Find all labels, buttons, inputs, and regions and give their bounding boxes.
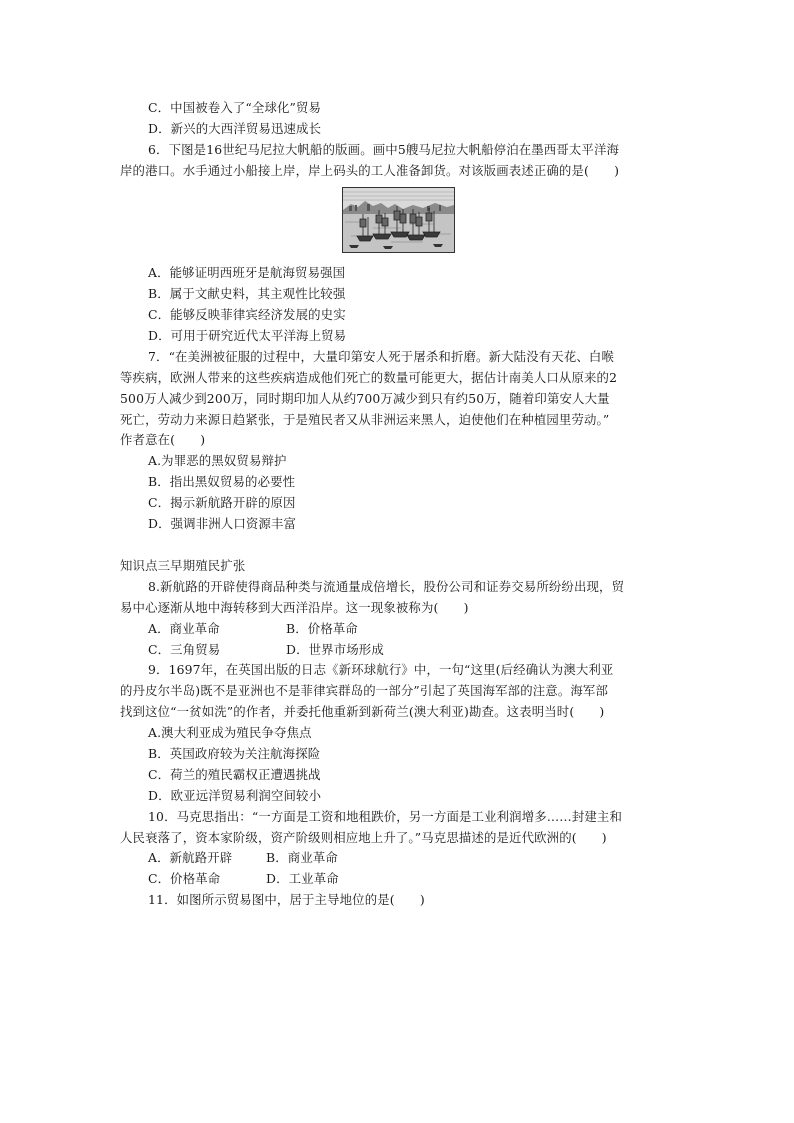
q8-option-a: A．商业革命 — [148, 621, 220, 636]
q6-option-b: B．属于文献史料，其主观性比较强 — [148, 286, 346, 301]
q10-option-b: B．商业革命 — [266, 850, 338, 865]
q7-option-a: A.为罪恶的黑奴贸易辩护 — [148, 453, 287, 468]
q9-option-c: C．荷兰的殖民霸权正遭遇挑战 — [148, 767, 321, 782]
q7-option-b: B．指出黑奴贸易的必要性 — [148, 474, 296, 489]
q8-option-d: D．世界市场形成 — [286, 642, 384, 657]
q8-option-c: C．三角贸易 — [148, 642, 221, 657]
q10-option-d: D．工业革命 — [266, 871, 339, 886]
q9-option-b: B．英国政府较为关注航海探险 — [148, 746, 321, 761]
q7-stem-line-1: 7．“在美洲被征服的过程中，大量印第安人死于屠杀和折磨。新大陆没有天花、白喉 — [148, 349, 614, 364]
q6-stem-line-1: 6．下图是16世纪马尼拉大帆船的版画。画中5艘马尼拉大帆船停泊在墨西哥太平洋海 — [148, 142, 620, 157]
q10-stem-line-2: 人民衰落了，资本家阶级，资产阶级则相应地上升了。”马克思描述的是近代欧洲的( ) — [120, 830, 607, 845]
q5-option-d: D．新兴的大西洋贸易迅速成长 — [148, 121, 322, 136]
section-heading: 知识点三早期殖民扩张 — [120, 558, 246, 573]
q6-stem-line-2: 岸的港口。水手通过小船接上岸，岸上码头的工人准备卸货。对该版画表述正确的是( ) — [120, 163, 620, 178]
q6-option-a: A．能够证明西班牙是航海贸易强国 — [148, 265, 346, 280]
q6-option-c: C．能够反映菲律宾经济发展的史实 — [148, 307, 346, 322]
q7-option-d: D．强调非洲人口资源丰富 — [148, 516, 297, 531]
q7-stem-line-2: 等疾病，欧洲人带来的这些疾病造成他们死亡的数量可能更大，据估计南美人口从原来的2 — [120, 370, 618, 385]
manila-galleon-engraving — [342, 187, 455, 253]
q8-stem-line-1: 8.新航路的开辟使得商品种类与流通量成倍增长，股份公司和证券交易所纷纷出现，贸 — [148, 579, 625, 594]
q8-option-b: B．价格革命 — [286, 621, 358, 636]
q11-stem-line-1: 11．如图所示贸易图中，居于主导地位的是( ) — [148, 892, 425, 907]
q10-option-c: C．价格革命 — [148, 871, 221, 886]
q9-stem-line-2: 的丹皮尔半岛)既不是亚洲也不是菲律宾群岛的一部分”引起了英国海军部的注意。海军部 — [120, 683, 609, 698]
q8-stem-line-2: 易中心逐渐从地中海转移到大西洋沿岸。这一现象被称为( ) — [120, 600, 469, 615]
q5-option-c: C．中国被卷入了“全球化”贸易 — [148, 100, 322, 115]
q7-stem-line-4: 死亡，劳动力来源日趋紧张，于是殖民者又从非洲运来黑人，迫使他们在种植园里劳动。” — [120, 412, 610, 427]
q10-option-a: A．新航路开辟 — [148, 850, 233, 865]
q10-stem-line-1: 10．马克思指出：“一方面是工资和地租跌价，另一方面是工业利润增多……封建主和 — [148, 809, 623, 824]
q7-stem-line-3: 500万人减少到200万，同时期印加人从约700万减少到只有约50万，随着印第安人大量 — [120, 391, 610, 406]
q6-option-d: D．可用于研究近代太平洋海上贸易 — [148, 328, 347, 343]
q9-option-d: D．欧亚远洋贸易利润空间较小 — [148, 788, 322, 803]
q9-option-a: A.澳大利亚成为殖民争夺焦点 — [148, 725, 312, 740]
q9-stem-line-3: 找到这位“一贫如洗”的作者，并委托他重新到新荷兰(澳大利亚)勘查。这表明当时( ) — [120, 704, 605, 719]
q7-stem-line-5: 作者意在( ) — [120, 432, 206, 447]
q9-stem-line-1: 9．1697年，在英国出版的日志《新环球航行》中，一句“这里(后经确认为澳大利亚 — [148, 662, 614, 677]
q7-option-c: C．揭示新航路开辟的原因 — [148, 495, 296, 510]
